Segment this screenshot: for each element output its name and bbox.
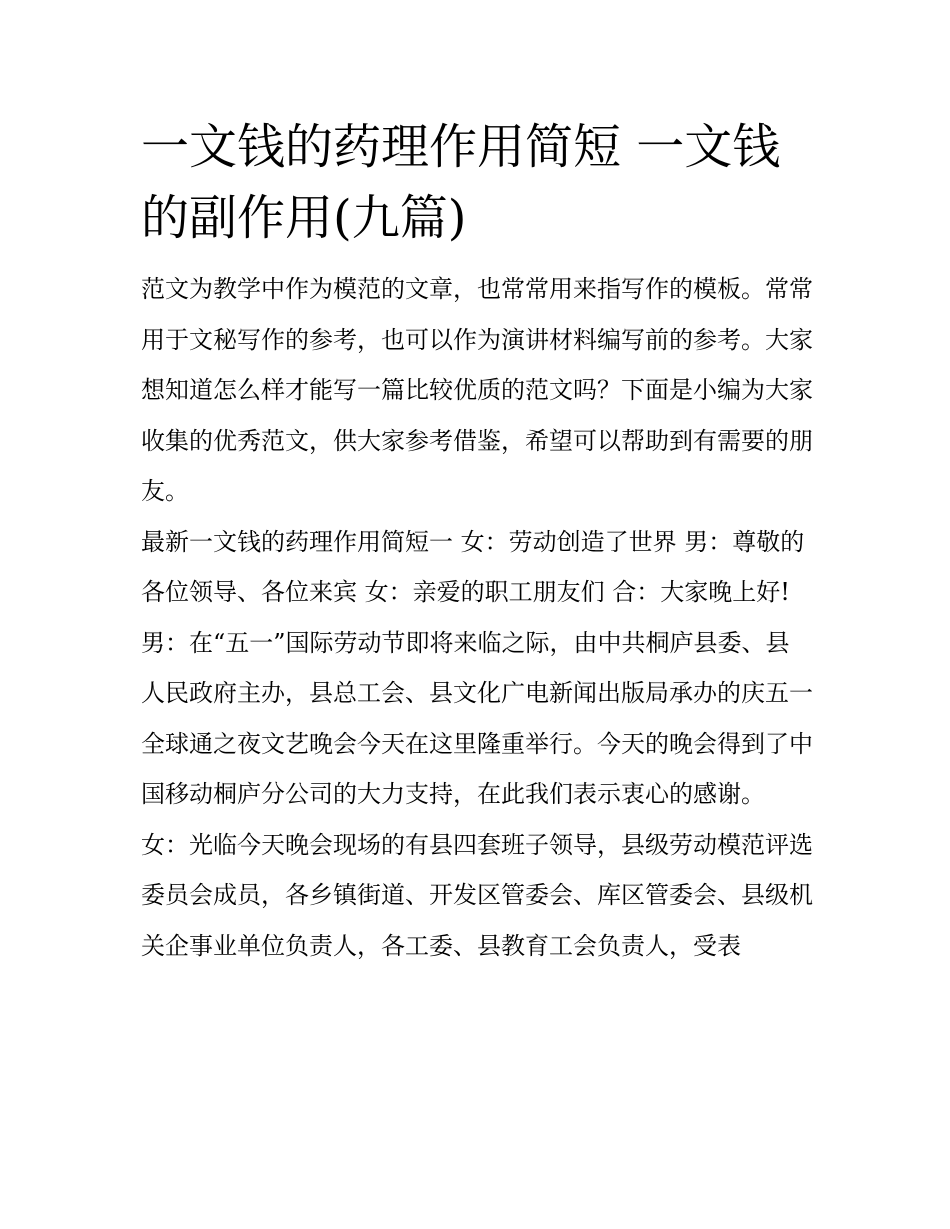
paragraph-female-host: 女：光临今天晚会现场的有县四套班子领导，县级劳动模范评选委员会成员，各乡镇街道、开发区管委会、库区管委会、县级机关企事业单位负责人，各工委、县教育工会负责人，受表 <box>141 830 813 960</box>
document-body <box>141 112 813 971</box>
paragraph-intro: 范文为教学中作为模范的文章，也常常用来指写作的模板。常常用于文秘写作的参考，也可以作为演讲材料编写前的参考。大家想知道怎么样才能写一篇比较优质的范文吗？下面是小编为大家收集的优秀范文，供大家参考借鉴，希望可以帮助到有需要的朋友。 <box>141 275 813 505</box>
document-title: 一文钱的药理作用简短 一文钱的副作用(九篇) <box>141 119 781 246</box>
paragraph-male-host: 男：在“五一”国际劳动节即将来临之际，由中共桐庐县委、县人民政府主办，县总工会、县文化广电新闻出版局承办的庆五一全球通之夜文艺晚会今天在这里隆重举行。今天的晚会得到了中国移动桐庐分公司的大力支持，在此我们表示衷心的感谢。 <box>141 628 813 808</box>
paragraph-opening-lines: 最新一文钱的药理作用简短一 女：劳动创造了世界 男：尊敬的各位领导、各位来宾 女：亲爱的职工朋友们 合：大家晚上好! <box>141 527 805 606</box>
